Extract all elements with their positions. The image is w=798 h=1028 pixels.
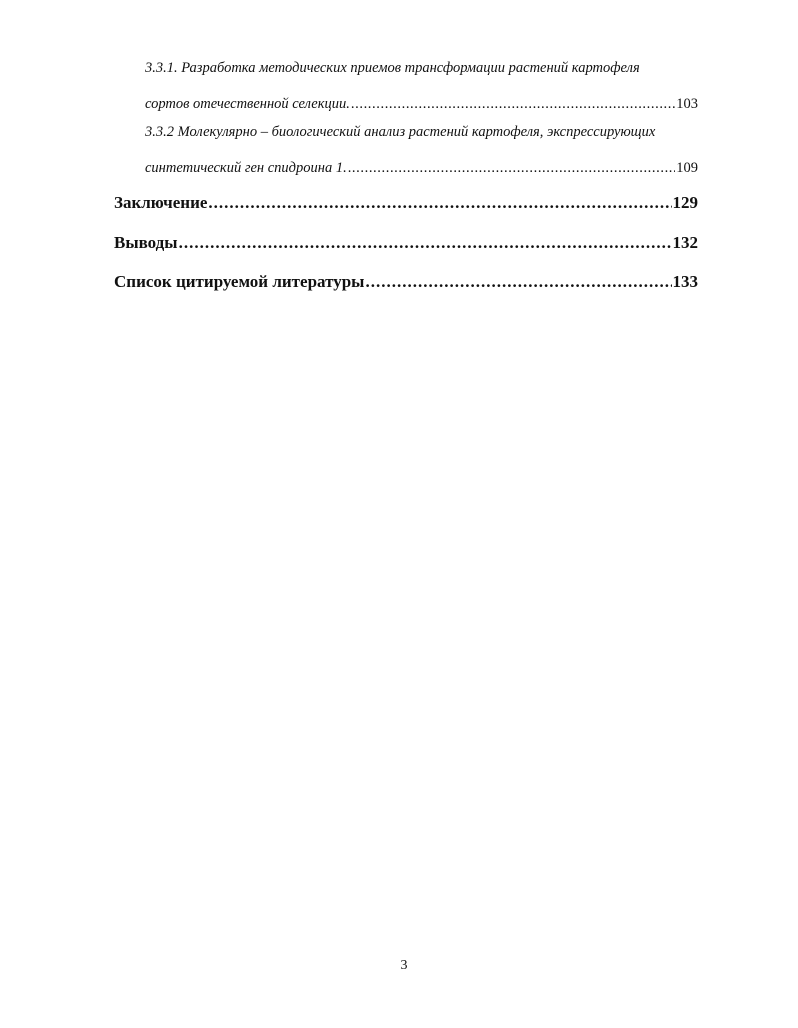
dot-leader — [348, 158, 676, 178]
toc-chapter-title: Выводы — [114, 233, 178, 252]
toc-chapter-title: Заключение — [114, 193, 208, 212]
toc-page-number: 132 — [672, 233, 698, 252]
toc-entry-title-line2-row — [145, 94, 698, 114]
toc-chapter-title: Список цитируемой литературы — [114, 272, 365, 291]
toc-page-number: 103 — [676, 96, 698, 112]
toc-entry-3-3-1[interactable] — [145, 58, 698, 114]
dot-leader — [208, 192, 671, 214]
toc-entry-title-line2: сортов отечественной селекции. — [145, 96, 350, 112]
toc-entry-title-line1: 3.3.1. Разработка методических приемов трансформации растений картофеля — [145, 60, 640, 76]
toc-entry-findings[interactable] — [114, 232, 698, 254]
toc-entry-title-line1: 3.3.2 Молекулярно – биологический анализ растений картофеля, экспрессирующих — [145, 124, 656, 140]
toc-page-number: 133 — [672, 272, 698, 291]
toc-page-number: 129 — [672, 193, 698, 212]
toc-entry-title-line2: синтетический ген спидроина 1. — [145, 160, 347, 176]
toc-entry-3-3-2[interactable] — [145, 122, 698, 178]
dot-leader — [179, 232, 672, 254]
toc-entry-references[interactable] — [114, 271, 698, 293]
toc-entry-title-line2-row — [145, 158, 698, 178]
toc-entry-conclusion[interactable] — [114, 192, 698, 214]
dot-leader — [365, 271, 671, 293]
dot-leader — [351, 94, 675, 114]
page-number-footer: 3 — [400, 958, 408, 973]
toc-page-number: 109 — [676, 160, 698, 176]
